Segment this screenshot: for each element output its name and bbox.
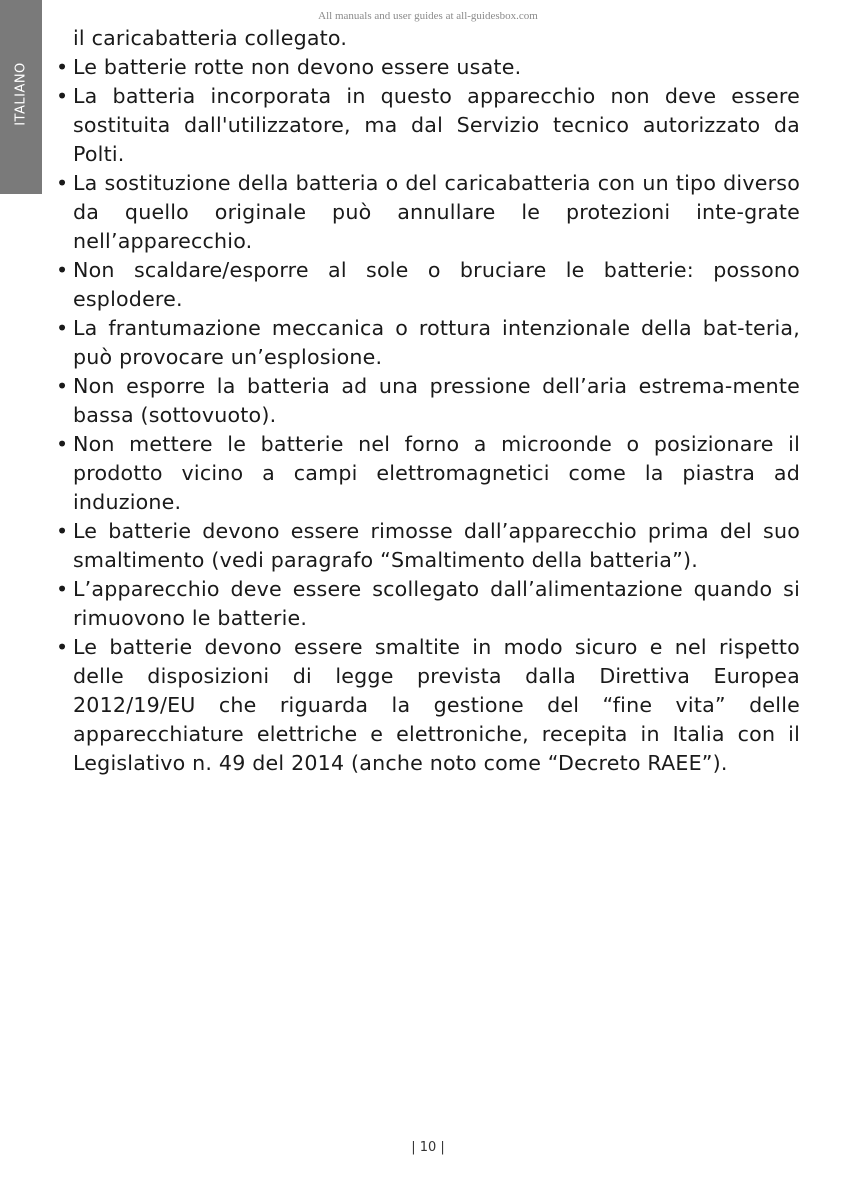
bullet-item: • Non esporre la batteria ad una pressione dell’aria estrema-mente bassa (sottovuoto). (56, 372, 800, 430)
bullet-item: • L’apparecchio deve essere scollegato dall’alimentazione quando si rimuovono le batterie. (56, 575, 800, 633)
bullet-item: • Le batterie devono essere rimosse dall’apparecchio prima del suo smaltimento (vedi paragrafo “Smaltimento della batteria”). (56, 517, 800, 575)
language-side-tab (0, 0, 42, 194)
bullet-item: • Non mettere le batterie nel forno a microonde o posizionare il prodotto vicino a campi elettromagnetici come la piastra ad induzione. (56, 430, 800, 517)
bullet-item: • La batteria incorporata in questo apparecchio non deve essere sostituita dall'utilizzatore, ma dal Servizio tecnico autorizzato da Polti. (56, 82, 800, 169)
bullet-item: • Le batterie devono essere smaltite in modo sicuro e nel rispetto delle disposizioni di legge prevista dalla Direttiva Europea 2012/19/EU che riguarda la gestione del “fine vita” delle apparecchiature elettriche e elettroniche, recepita in Italia con il Legislativo n. 49 del 2014 (anche noto come “Decreto RAEE”). (56, 633, 800, 778)
bullet-item: • La frantumazione meccanica o rottura intenzionale della bat-teria, può provocare un’esplosione. (56, 314, 800, 372)
continuation-text: il caricabatteria collegato. (73, 26, 348, 50)
safety-bullet-list (56, 53, 800, 778)
watermark-text: All manuals and user guides at all-guidesbox.com (318, 10, 538, 22)
bullet-item: • La sostituzione della batteria o del caricabatteria con un tipo diverso da quello originale può annullare le protezioni inte-grate nell’apparecchio. (56, 169, 800, 256)
language-tab-label: ITALIANO (13, 62, 29, 126)
page-body (56, 24, 800, 778)
page-number: | 10 | (411, 1140, 445, 1155)
bullet-item: • Le batterie rotte non devono essere usate. (56, 53, 800, 82)
bullet-item: • Non scaldare/esporre al sole o bruciare le batterie: possono esplodere. (56, 256, 800, 314)
